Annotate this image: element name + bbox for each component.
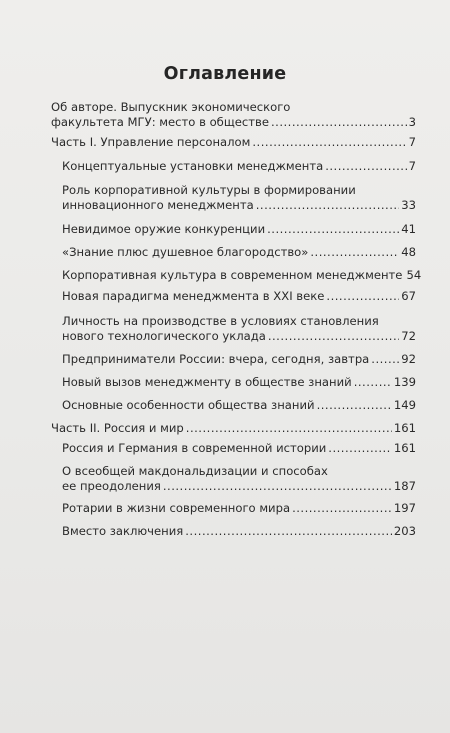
toc-entry[interactable]	[62, 441, 416, 456]
toc-page-number: 7	[408, 159, 416, 173]
toc-entry[interactable]	[62, 314, 416, 344]
dot-leader	[185, 524, 392, 539]
dot-leader	[252, 135, 406, 150]
toc-entry-title: Невидимое оружие конкуренции	[62, 222, 266, 236]
dot-leader	[310, 245, 399, 260]
toc-page-number: 161	[393, 421, 416, 435]
toc-entry-title: Вместо заключения	[62, 524, 184, 538]
toc-page-number: 33	[401, 198, 416, 212]
toc-entry[interactable]	[62, 268, 422, 283]
toc-entry[interactable]	[62, 464, 416, 494]
toc-entry-title: Часть II. Россия и мир	[51, 421, 184, 435]
dot-leader	[268, 329, 399, 344]
toc-page-number: 48	[401, 245, 416, 259]
toc-entry-title-line: О всеобщей макдональдизации и способах	[62, 464, 328, 478]
toc-entry[interactable]	[62, 501, 416, 516]
toc-page-number: 72	[401, 329, 416, 343]
toc-entry[interactable]	[62, 398, 416, 413]
toc-entry-title-line: Об авторе. Выпускник экономического	[51, 100, 291, 114]
toc-page-number: 67	[401, 289, 416, 303]
dot-leader	[186, 421, 392, 436]
toc-entry-title: ее преодоления	[62, 479, 161, 493]
toc-entry-title: Предприниматели России: вчера, сегодня, завтра	[62, 352, 370, 366]
toc-entry[interactable]	[62, 245, 416, 260]
toc-page-number: 197	[393, 501, 416, 515]
toc-page-number: 203	[393, 524, 416, 538]
toc-entry-title: Часть I. Управление персоналом	[51, 135, 251, 149]
toc-entry-title: Россия и Германия в современной истории	[62, 441, 327, 455]
toc-page-number: 187	[393, 479, 416, 493]
toc-entry-title: Корпоративная культура в современном менеджменте	[62, 268, 403, 282]
toc-entry-title: нового технологического уклада	[62, 329, 266, 343]
toc-page-number: 139	[393, 375, 416, 389]
dot-leader	[328, 441, 392, 456]
toc-entry-title-line: Роль корпоративной культуры в формировании	[62, 183, 356, 197]
toc-entry-title: Ротарии в жизни современного мира	[62, 501, 291, 515]
toc-entry[interactable]	[62, 375, 416, 390]
toc-entry-title: инновационного менеджмента	[62, 198, 254, 212]
dot-leader	[354, 375, 392, 390]
toc-entry[interactable]	[62, 352, 416, 367]
toc-entry-title: факультета МГУ: место в обществе	[51, 115, 269, 129]
toc-entry[interactable]	[51, 421, 416, 436]
toc-page-number: 41	[401, 222, 416, 236]
toc-entry-title: Основные особенности общества знаний	[62, 398, 315, 412]
toc-entry[interactable]	[62, 524, 416, 539]
table-of-contents	[51, 100, 422, 539]
toc-entry[interactable]	[62, 183, 416, 213]
dot-leader	[371, 352, 399, 367]
toc-entry-title-line: Личность на производстве в условиях становления	[62, 314, 379, 328]
toc-entry[interactable]	[62, 222, 416, 237]
page-title: Оглавление	[163, 64, 287, 84]
dot-leader	[267, 222, 399, 237]
toc-entry-title: Новая парадигма менеджмента в XXI веке	[62, 289, 325, 303]
dot-leader	[326, 289, 399, 304]
toc-page-number: 54	[406, 268, 422, 282]
dot-leader	[163, 479, 392, 494]
dot-leader	[256, 198, 399, 213]
dot-leader	[271, 115, 407, 130]
toc-page-number: 149	[393, 398, 416, 412]
toc-entry[interactable]	[51, 100, 416, 130]
toc-entry-title: Концептуальные установки менеджмента	[62, 159, 324, 173]
toc-page-number: 161	[393, 441, 416, 455]
toc-entry-title: Новый вызов менеджменту в обществе знаний	[62, 375, 352, 389]
toc-entry-title: «Знание плюс душевное благородство»	[62, 245, 309, 259]
toc-entry[interactable]	[62, 289, 416, 304]
toc-page-number: 3	[408, 115, 416, 129]
toc-page-number: 92	[401, 352, 416, 366]
dot-leader	[325, 159, 406, 174]
toc-entry[interactable]	[51, 135, 416, 150]
toc-page-number: 7	[408, 135, 416, 149]
toc-entry[interactable]	[62, 159, 416, 174]
dot-leader	[317, 398, 392, 413]
dot-leader	[292, 501, 392, 516]
